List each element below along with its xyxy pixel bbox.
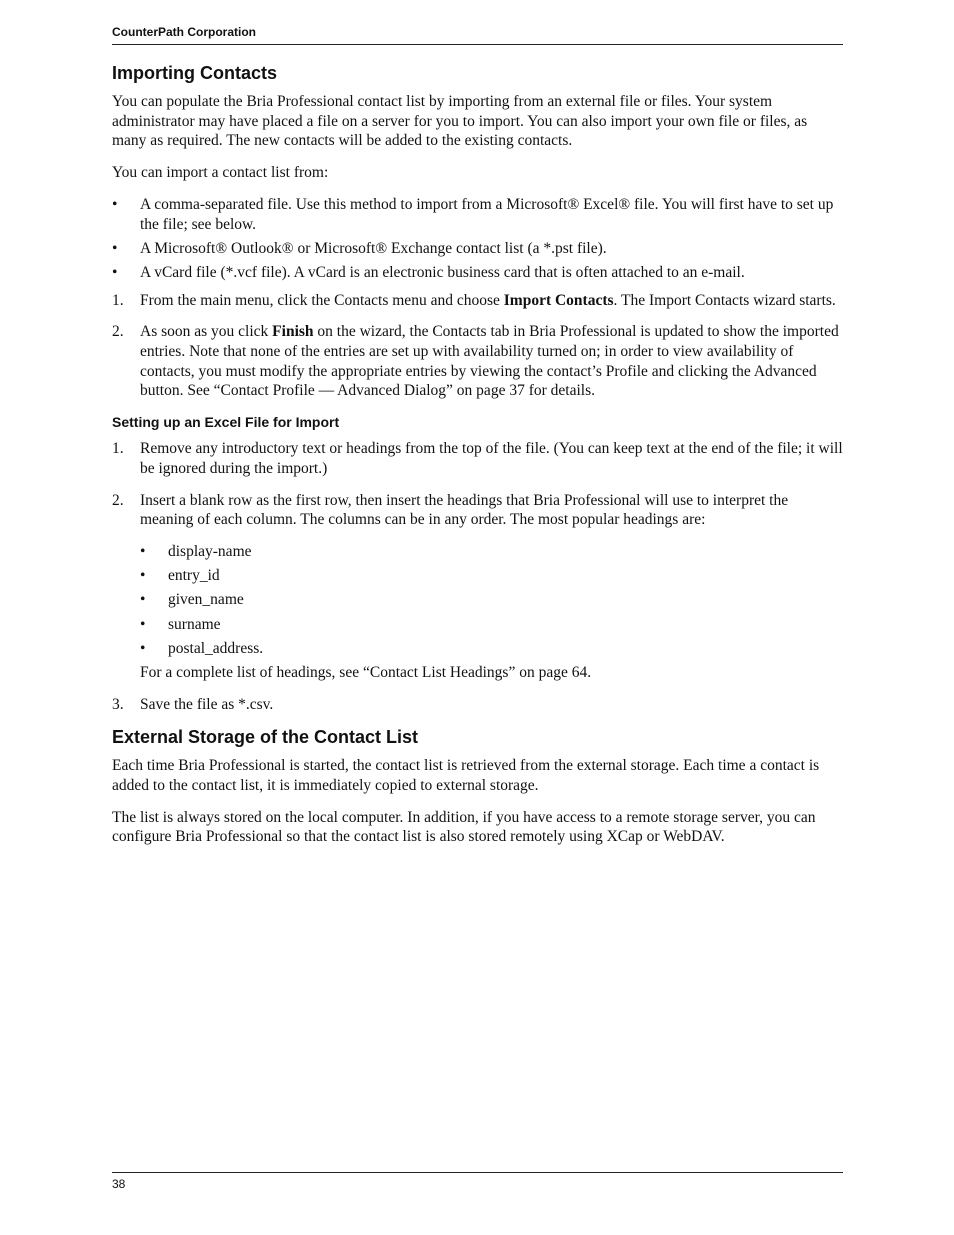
heading-name: surname — [168, 615, 221, 633]
step-item — [112, 291, 843, 311]
step-item — [112, 695, 843, 715]
button-reference: Finish — [272, 323, 314, 341]
step-number: 3. — [112, 695, 124, 713]
heading-name: postal_address. — [168, 639, 264, 657]
bullet-marker: • — [112, 239, 118, 257]
bullet-marker: • — [140, 639, 146, 657]
header-rule — [112, 44, 843, 45]
step-number: 1. — [112, 440, 124, 458]
list-item — [112, 263, 843, 283]
list-item — [140, 542, 843, 562]
bullet-marker: • — [140, 591, 146, 609]
step-text: Save the file as *.csv. — [140, 695, 274, 713]
subsection-title-excel: Setting up an Excel File for Import — [112, 414, 340, 431]
step-number: 2. — [112, 323, 124, 341]
step-text-after: . The Import Contacts wizard starts. — [613, 291, 836, 309]
bullet-marker: • — [140, 615, 146, 633]
import-sources-list — [112, 195, 843, 283]
importing-lead: You can import a contact list from: — [112, 164, 329, 182]
list-item — [140, 639, 843, 659]
step-item — [112, 439, 843, 478]
step-item — [112, 491, 843, 683]
bullet-marker: • — [140, 567, 146, 585]
step-item — [112, 322, 843, 401]
headings-list — [140, 542, 843, 659]
step-text: Insert a blank row as the first row, then insert the headings that Bria Professional will use to interpret the meaning of each column. The columns can be in any order. The most popular headings are: — [140, 491, 789, 529]
list-item-text: A vCard file (*.vcf file). A vCard is an electronic business card that is often attached to an e-mail. — [140, 263, 745, 281]
headings-note: For a complete list of headings, see “Contact List Headings” on page 64. — [140, 663, 592, 681]
step-number: 1. — [112, 291, 124, 309]
list-item-text: A comma-separated file. Use this method to import from a Microsoft® Excel® file. You will first have to set up the file; see below. — [140, 195, 834, 233]
page-content — [112, 62, 843, 859]
running-header: CounterPath Corporation — [112, 25, 256, 39]
bullet-marker: • — [112, 263, 118, 281]
heading-name: display-name — [168, 542, 252, 560]
storage-paragraph-1: Each time Bria Professional is started, the contact list is retrieved from the external storage. Each time a contact is added to the contact list, it is immediately copied to external storage. — [112, 757, 820, 795]
list-item — [112, 195, 843, 234]
heading-name: given_name — [168, 591, 244, 609]
page-number: 38 — [112, 1177, 126, 1191]
storage-paragraph-2: The list is always stored on the local computer. In addition, if you have access to a remote storage server, you can configure Bria Professional so that the contact list is also stored remotely using XCap or WebDAV. — [112, 808, 816, 846]
step-text-after: on the wizard, the Contacts tab in Bria Professional is updated to show the imported entries. Note that none of the entries are set up with availability turned on; in order to view availability of contacts, you must modify the appropriate entries by viewing the contact’s Profile and clicking the Advanced button. See “Contact Profile — Advanced Dialog” on page 37 for details. — [140, 323, 839, 400]
excel-steps-list — [112, 439, 843, 714]
step-text-before: As soon as you click — [140, 323, 273, 341]
import-steps-list — [112, 291, 843, 402]
section-title-importing: Importing Contacts — [112, 63, 277, 83]
step-text: Remove any introductory text or headings from the top of the file. (You can keep text at the end of the file; it will be ignored during the import.) — [140, 440, 843, 477]
heading-name: entry_id — [168, 567, 220, 585]
footer-rule — [112, 1172, 843, 1173]
step-number: 2. — [112, 491, 124, 509]
importing-intro: You can populate the Bria Professional contact list by importing from an external file or files. Your system administrator may have placed a file on a server for you to import. You can also import your own file or files, as many as required. The new contacts will be added to the existing contacts. — [112, 93, 808, 150]
bullet-marker: • — [112, 195, 118, 213]
list-item — [140, 590, 843, 610]
menu-item-reference: Import Contacts — [503, 291, 614, 309]
step-text-before: From the main menu, click the Contacts menu and choose — [140, 291, 504, 309]
list-item — [112, 239, 843, 259]
document-page — [112, 0, 843, 1235]
list-item — [140, 566, 843, 586]
list-item — [140, 615, 843, 635]
bullet-marker: • — [140, 542, 146, 560]
section-title-storage: External Storage of the Contact List — [112, 727, 419, 748]
list-item-text: A Microsoft® Outlook® or Microsoft® Exchange contact list (a *.pst file). — [140, 239, 607, 257]
